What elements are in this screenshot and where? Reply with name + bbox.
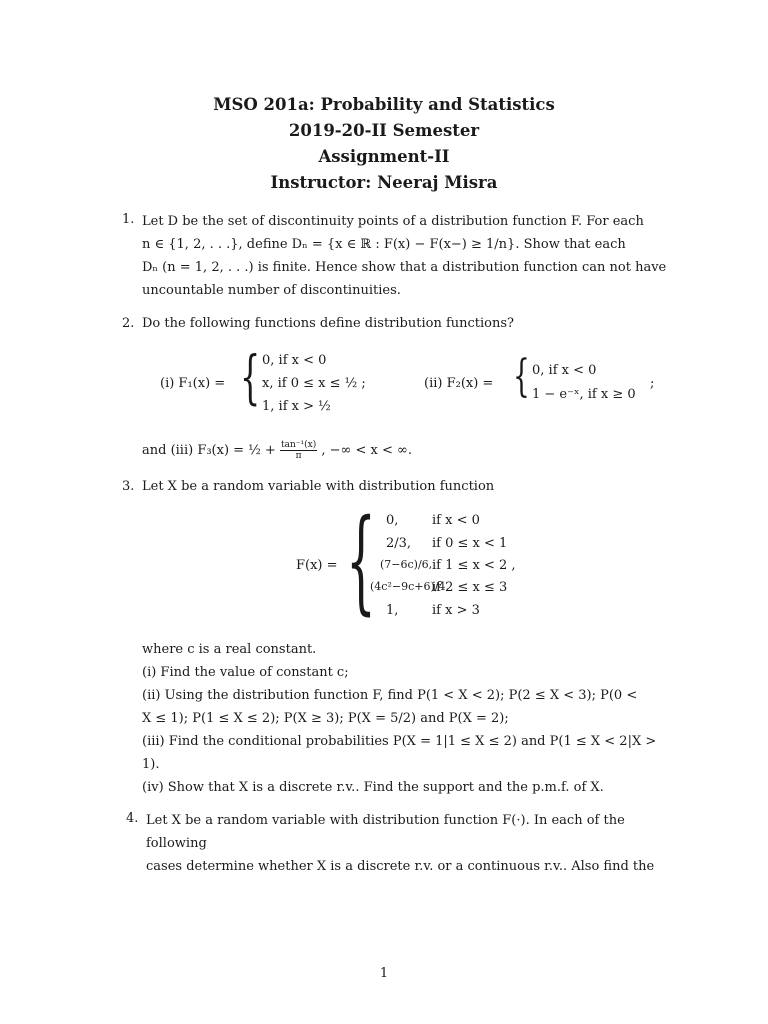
f2-label: (ii) F₂(x) = xyxy=(424,376,494,391)
question-1 xyxy=(142,210,677,302)
document-header xyxy=(0,92,768,196)
f1-label: (i) F₁(x) = xyxy=(160,376,226,391)
f2-brace: { xyxy=(513,351,530,402)
question-4 xyxy=(146,809,681,878)
q3-part-iii-2: 1). xyxy=(142,757,160,772)
F-condition-5: if x > 3 xyxy=(432,603,480,618)
f2-case-1: 0, if x < 0 xyxy=(532,363,597,378)
F-condition-1: if x < 0 xyxy=(432,513,480,528)
q3-part-iii-1: (iii) Find the conditional probabilities P(X = 1|1 ≤ X ≤ 2) and P(1 ≤ X < 2|X > xyxy=(142,734,657,749)
f3-prefix: and (iii) F₃(x) = ½ + xyxy=(142,443,276,458)
q3-parts xyxy=(142,638,677,799)
q4-line-1: Let X be a random variable with distribution function F(·). In each of the following xyxy=(146,813,625,851)
page-number: 1 xyxy=(379,966,389,981)
course-title: MSO 201a: Probability and Statistics xyxy=(213,95,555,114)
f3-fraction xyxy=(280,440,317,461)
q4-line-2: cases determine whether X is a discrete r.v. or a continuous r.v.. Also find the xyxy=(146,859,655,874)
instructor-line: Instructor: Neeraj Misra xyxy=(270,173,498,192)
F-condition-3: if 1 ≤ x < 2 , xyxy=(432,558,516,573)
F-value-3: (7−6c)/6, xyxy=(380,558,433,571)
q3-part-i: (i) Find the value of constant c; xyxy=(142,665,349,680)
F-condition-2: if 0 ≤ x < 1 xyxy=(432,536,508,551)
F-value-5: 1, xyxy=(386,603,399,618)
q1-line-2: n ∈ {1, 2, . . .}, define Dₙ = {x ∈ ℝ : F(x) − F(x−) ≥ 1/n}. Show that each xyxy=(142,237,626,252)
F-value-4: (4c²−9c+6)/4, xyxy=(370,580,449,593)
F-value-1: 0, xyxy=(386,513,399,528)
q3-part-iv: (iv) Show that X is a discrete r.v.. Find the support and the p.m.f. of X. xyxy=(142,780,604,795)
assignment-title: Assignment-II xyxy=(318,147,450,166)
F-label: F(x) = xyxy=(296,558,338,573)
q1-line-4: uncountable number of discontinuities. xyxy=(142,283,401,298)
q1-line-1: Let D be the set of discontinuity points of a distribution function F. For each xyxy=(142,214,644,229)
f3-line xyxy=(142,440,412,461)
q2-intro: Do the following functions define distribution functions? xyxy=(142,316,515,331)
q3-part-ii-2: X ≤ 1); P(1 ≤ X ≤ 2); P(X ≥ 3); P(X = 5/2) and P(X = 2); xyxy=(142,711,509,726)
q3-number: 3. xyxy=(122,479,135,494)
semester-line: 2019-20-II Semester xyxy=(288,121,480,140)
f1-brace: { xyxy=(240,343,261,411)
q3-intro: Let X be a random variable with distribution function xyxy=(142,479,495,494)
f1-case-3: 1, if x > ½ xyxy=(262,399,331,414)
f3-suffix: , −∞ < x < ∞. xyxy=(321,443,412,458)
f1-case-2: x, if 0 ≤ x ≤ ½ ; xyxy=(262,376,366,391)
f2-case-2: 1 − e⁻ˣ, if x ≥ 0 xyxy=(532,387,636,402)
f1-case-1: 0, if x < 0 xyxy=(262,353,327,368)
q4-number: 4. xyxy=(126,811,139,826)
F-brace: { xyxy=(346,496,376,626)
q1-line-3: Dₙ (n = 1, 2, . . .) is finite. Hence show that a distribution function can not have xyxy=(142,260,667,275)
q3-part-ii-1: (ii) Using the distribution function F, find P(1 < X < 2); P(2 ≤ X < 3); P(0 < xyxy=(142,688,638,703)
q2-number: 2. xyxy=(122,316,135,331)
f2-end: ; xyxy=(650,376,655,391)
q3-where: where c is a real constant. xyxy=(142,642,317,657)
f3-numerator: tan⁻¹(x) xyxy=(280,440,317,450)
q1-number: 1. xyxy=(122,212,135,227)
F-value-2: 2/3, xyxy=(386,536,412,551)
F-condition-4: if 2 ≤ x ≤ 3 xyxy=(432,580,508,595)
f3-denominator: π xyxy=(295,451,302,461)
